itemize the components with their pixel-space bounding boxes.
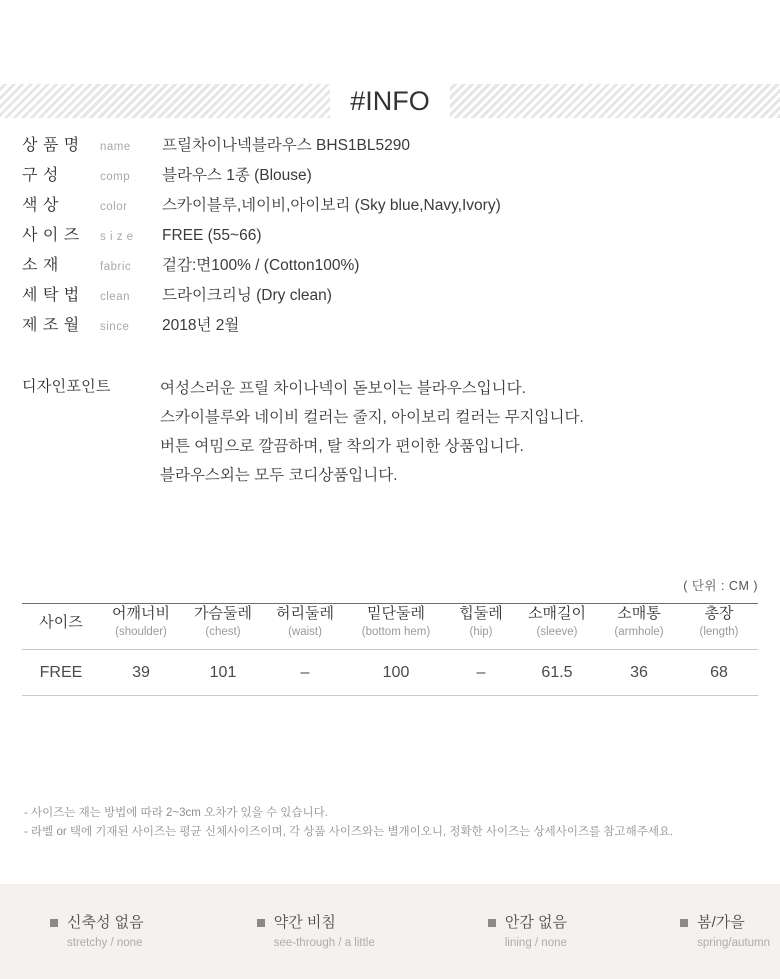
size-table-col xyxy=(22,604,100,650)
fabric-attribute-ko: 안감 없음 xyxy=(504,913,567,931)
size-col-en: (shoulder) xyxy=(115,626,167,638)
size-table-col xyxy=(680,604,758,650)
spec-value: 2018년 2월 xyxy=(162,317,240,334)
size-table-col xyxy=(264,604,346,650)
spec-row xyxy=(22,312,762,342)
size-col-ko: 사이즈 xyxy=(39,613,83,631)
fabric-attribute-text xyxy=(67,912,144,952)
size-cell: 36 xyxy=(598,650,680,696)
spec-label-en: comp xyxy=(100,171,131,183)
bullet-square-icon xyxy=(680,919,688,927)
spec-label-en: since xyxy=(100,321,130,333)
spec-row xyxy=(22,162,762,192)
size-table-col xyxy=(182,604,264,650)
size-col-ko: 밑단둘레 xyxy=(367,605,425,622)
size-cell: 39 xyxy=(100,650,182,696)
size-note: - 라벨 or 택에 기재된 사이즈는 평균 신체사이즈이며, 각 상품 사이즈와는 별개이오니, 정확한 사이즈는 상세사이즈를 참고해주세요. xyxy=(24,826,674,838)
spec-row xyxy=(22,192,762,222)
spec-label-en: fabric xyxy=(100,261,132,273)
spec-value: 프릴차이나넥블라우스 BHS1BL5290 xyxy=(162,137,410,154)
size-cell: 61.5 xyxy=(516,650,598,696)
fabric-attribute-season xyxy=(680,912,770,952)
fabric-attributes-list xyxy=(10,912,770,952)
spec-value: FREE (55~66) xyxy=(162,227,262,244)
size-cell: 100 xyxy=(346,650,446,696)
fabric-attribute-text xyxy=(697,912,770,952)
size-cell: 68 xyxy=(680,650,758,696)
spec-label-en: clean xyxy=(100,291,130,303)
spec-label-en: color xyxy=(100,201,128,213)
design-point-block xyxy=(22,374,762,490)
size-col-en: (sleeve) xyxy=(536,626,578,638)
size-col-en: (length) xyxy=(699,626,739,638)
size-col-en: (waist) xyxy=(288,626,322,638)
design-point-line: 여성스러운 프릴 차이나넥이 돋보이는 블라우스입니다. xyxy=(160,380,526,397)
size-notes xyxy=(24,804,760,842)
size-cell: – xyxy=(446,650,516,696)
size-col-ko: 허리둘레 xyxy=(276,605,334,622)
spec-value: 스카이블루,네이비,아이보리 (Sky blue,Navy,Ivory) xyxy=(162,197,501,214)
size-col-ko: 가슴둘레 xyxy=(194,605,252,622)
size-col-ko: 힙둘레 xyxy=(459,605,503,622)
fabric-attribute-stretch xyxy=(50,912,144,952)
spec-row xyxy=(22,222,762,252)
design-point-lines xyxy=(160,374,584,490)
size-unit-note: ( 단위 : CM ) xyxy=(683,579,758,593)
fabric-attribute-ko: 약간 비침 xyxy=(273,913,336,931)
size-table-col xyxy=(446,604,516,650)
spec-row xyxy=(22,282,762,312)
spec-label-en: name xyxy=(100,141,131,153)
fabric-attribute-lining xyxy=(488,912,567,952)
size-table xyxy=(22,603,758,696)
size-col-en: (bottom hem) xyxy=(361,626,431,638)
spec-label-ko: 구 성 xyxy=(22,167,59,184)
spec-value: 겉감:면100% / (Cotton100%) xyxy=(162,257,360,274)
size-table-col xyxy=(346,604,446,650)
size-table-col xyxy=(598,604,680,650)
bullet-square-icon xyxy=(488,919,496,927)
size-col-en xyxy=(22,633,100,641)
size-cell: – xyxy=(264,650,346,696)
fabric-attribute-ko: 봄/가을 xyxy=(697,913,745,931)
info-header-band xyxy=(0,84,780,118)
fabric-attributes-band xyxy=(0,884,780,979)
design-point-line: 버튼 여밈으로 깔끔하며, 탈 착의가 편이한 상품입니다. xyxy=(160,438,524,455)
size-col-en: (hip) xyxy=(469,626,493,638)
spec-label-ko: 소 재 xyxy=(22,257,59,274)
fabric-attribute-seethrough xyxy=(257,912,375,952)
size-table-header-row xyxy=(22,604,758,650)
fabric-attribute-ko: 신축성 없음 xyxy=(67,913,144,931)
size-col-ko: 소매길이 xyxy=(528,605,586,622)
design-point-line: 스카이블루와 네이비 컬러는 줄지, 아이보리 컬러는 무지입니다. xyxy=(160,409,584,426)
spec-label-ko: 색 상 xyxy=(22,197,59,214)
size-col-ko: 어깨너비 xyxy=(112,605,170,622)
spec-row xyxy=(22,132,762,162)
table-row xyxy=(22,650,758,696)
page-title: #INFO xyxy=(350,85,430,116)
size-col-en: (chest) xyxy=(205,626,241,638)
design-point-title: 디자인포인트 xyxy=(22,378,111,395)
size-cell: 101 xyxy=(182,650,264,696)
spec-label-en: s i z e xyxy=(100,231,134,243)
product-spec-list xyxy=(22,132,762,342)
fabric-attribute-en: spring/autumn xyxy=(697,936,770,949)
spec-value: 블라우스 1종 (Blouse) xyxy=(162,167,312,184)
fabric-attribute-text xyxy=(274,912,375,952)
size-note: - 사이즈는 재는 방법에 따라 2~3cm 오차가 있을 수 있습니다. xyxy=(24,807,328,819)
size-table-col xyxy=(100,604,182,650)
size-col-ko: 소매통 xyxy=(617,605,661,622)
spec-label-ko: 사 이 즈 xyxy=(22,227,80,244)
spec-label-ko: 세 탁 법 xyxy=(22,287,80,304)
fabric-attribute-en: see-through / a little xyxy=(273,936,375,949)
design-point-line: 블라우스외는 모두 코디상품입니다. xyxy=(160,467,398,484)
fabric-attribute-en: stretchy / none xyxy=(67,936,143,949)
bullet-square-icon xyxy=(50,919,58,927)
spec-label-ko: 제 조 월 xyxy=(22,317,80,334)
fabric-attribute-text xyxy=(505,912,567,952)
size-cell: FREE xyxy=(22,650,100,696)
size-col-en: (armhole) xyxy=(614,626,664,638)
spec-label-ko: 상 품 명 xyxy=(22,137,80,154)
size-col-ko: 총장 xyxy=(704,605,734,622)
spec-row xyxy=(22,252,762,282)
bullet-square-icon xyxy=(257,919,265,927)
info-header-inner xyxy=(330,84,450,118)
spec-value: 드라이크리닝 (Dry clean) xyxy=(162,287,332,304)
fabric-attribute-en: lining / none xyxy=(504,936,567,949)
size-table-col xyxy=(516,604,598,650)
